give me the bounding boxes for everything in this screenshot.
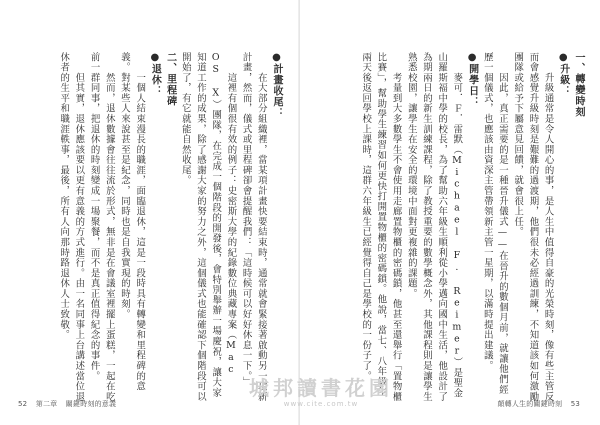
right-page-text	[316, 52, 586, 402]
page-number: 52	[18, 400, 28, 408]
running-title: 顛轉人生的關鍵時刻	[497, 400, 563, 408]
left-page-text	[16, 52, 284, 402]
subsection-heading-promotion: ●升級：	[557, 52, 569, 97]
paragraph: 因此，真正需要的是一種晉升儀式——在晉升的數個月前，就讓他們經歷一個儀式，也應該由資深主管帶領新主管一星期，以滿時提出建議。	[481, 52, 508, 395]
subsection-heading-school-start: ●開學日：	[466, 52, 478, 108]
paragraph: 升級通常是令人開心的事，是人生中值得自豪的光榮時刻，像有些主管反而會感覺升級時刻是艱難的過渡期，他們很未必經過訓練，不知道該如何激勵團隊或給予下屬意見回饋，就會很上任。	[512, 52, 554, 402]
subsection-heading-project-end: ●計畫收尾：	[271, 52, 282, 119]
paragraph: 然而，退休數據會往往流於形式，無非是在會議室裡擺上蛋糕，一起在吃前一群同事，把退休的時刻變成一場聚餐，而不是真正值得紀念的事件。	[88, 52, 115, 402]
section-heading-milestone: 二、里程碑	[164, 52, 176, 107]
left-footer	[18, 399, 122, 409]
paragraph: 但其實，退休應該要以更有意義的方式進行。由一名同事上台講述當位退休者的生平和職涯軼事，最後，所有人向那時路退休人士致敬。	[58, 52, 85, 402]
right-footer	[497, 399, 586, 409]
page-number: 53	[570, 400, 580, 408]
paragraph: 考量到大多數學生不會使用走廊置物櫃的密碼鎖，他甚至還舉行「置物櫃比賽」，幫助學生練習如何更快打開置物櫃的密碼鎖。他說，當七、八年級生兩天後返回學校上課時，這群六年級生已經覺得自己是學校的一份子了。	[360, 52, 402, 402]
running-title: 關鍵時刻的意義	[65, 400, 117, 408]
publisher-watermark	[226, 372, 416, 408]
chapter-label: 第二章	[35, 400, 58, 408]
watermark-logo-text: 城邦讀書花園	[249, 376, 393, 400]
subsection-heading-retirement: ●退休：	[149, 52, 161, 97]
paragraph: 麥可．Ｆ．雷默（Michael F. Reimer）是聖金山羅斯福中學的校長，為了幫助六年級生順利從小學邁向國中生活，他設計了為期兩日的新生訓練課程，除了教授重要的數學概念外，其他課程則是讓學生熟悉校園，讓學生在安全的環境中面對更複雜的課題。	[405, 52, 463, 402]
paragraph: 一個人結束漫長的職涯，面臨退休，這是一段時具有轉變和里程碑的意義。對某些人來說甚至是紀念，同時也是自我實現的時刻。	[118, 52, 146, 392]
paragraph: 在大部分組織裡，當某項計畫快要結束時，通常就會緊接著啟動另一項新計畫，然而，儀式或里程碑卻會提醒我們：「這時候可以好好休息一下。」	[240, 52, 267, 402]
section-heading-transition: 一、轉變時刻	[573, 52, 584, 118]
paragraph: 這裡有個很有效的例子：史密斯大學的紀錄數位典藏專案（Mac OS X）團隊，在完成一個階段的開發後，會特別舉辦一場慶祝，讓大家知道工作的成果，除了感謝大家的努力之外，這個儀式也能確認下個階段可以開始了，有它就能自然收尾。	[179, 52, 237, 402]
right-page	[300, 0, 600, 425]
watermark-url: www.cite.com.tw	[283, 400, 359, 408]
